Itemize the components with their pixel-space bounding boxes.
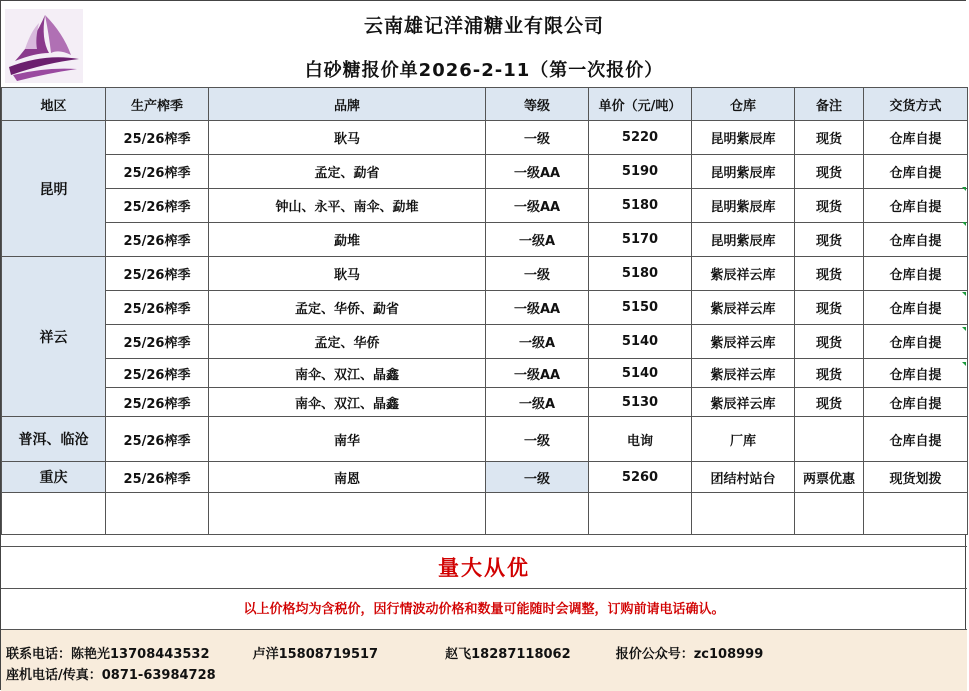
price-cell: 5220 <box>589 121 692 155</box>
region-cell: 重庆 <box>2 462 106 493</box>
region-cell: 普洱、临沧 <box>2 417 106 462</box>
season-cell: 25/26榨季 <box>106 189 209 223</box>
season-cell: 25/26榨季 <box>106 257 209 291</box>
season-cell: 25/26榨季 <box>106 223 209 257</box>
table-row <box>2 417 968 462</box>
delivery-cell: 仓库自提 <box>864 189 968 223</box>
column-header: 生产榨季 <box>106 88 209 121</box>
cell-note-marker-icon <box>962 327 966 331</box>
remark-cell: 现货 <box>795 223 864 257</box>
warehouse-cell: 紫辰祥云库 <box>692 325 795 359</box>
delivery-cell: 仓库自提 <box>864 388 968 417</box>
cell-note-marker-icon <box>962 362 966 366</box>
delivery-cell: 现货划拨 <box>864 462 968 493</box>
warehouse-cell: 昆明紫辰库 <box>692 121 795 155</box>
grade-cell: 一级A <box>486 223 589 257</box>
delivery-cell: 仓库自提 <box>864 155 968 189</box>
price-table <box>1 87 968 535</box>
brand-cell: 耿马 <box>209 121 486 155</box>
remark-cell: 两票优惠 <box>795 462 864 493</box>
season-cell: 25/26榨季 <box>106 325 209 359</box>
price-cell: 5180 <box>589 189 692 223</box>
warehouse-cell: 紫辰祥云库 <box>692 359 795 388</box>
warehouse-cell: 昆明紫辰库 <box>692 223 795 257</box>
table-row <box>2 388 968 417</box>
delivery-cell: 仓库自提 <box>864 257 968 291</box>
season-cell: 25/26榨季 <box>106 388 209 417</box>
season-cell: 25/26榨季 <box>106 291 209 325</box>
column-header: 品牌 <box>209 88 486 121</box>
price-cell: 电询 <box>589 417 692 462</box>
brand-cell: 孟定、华侨、勐省 <box>209 291 486 325</box>
brand-cell: 南恩 <box>209 462 486 493</box>
table-row <box>2 121 968 155</box>
empty-cell <box>864 493 968 535</box>
company-name: 云南雄记洋浦糖业有限公司 <box>363 15 604 37</box>
cell-note-marker-icon <box>962 292 966 296</box>
remark-cell: 现货 <box>795 121 864 155</box>
brand-cell: 钟山、永平、南伞、勐堆 <box>209 189 486 223</box>
wechat-account: 报价公众号：zc108999 <box>615 647 764 662</box>
empty-cell <box>589 493 692 535</box>
grade-cell: 一级 <box>486 417 589 462</box>
grade-cell: 一级 <box>486 121 589 155</box>
contact-person: 陈艳光13708443532 <box>71 647 210 662</box>
column-header: 仓库 <box>692 88 795 121</box>
table-row <box>2 189 968 223</box>
grade-cell: 一级A <box>486 325 589 359</box>
warehouse-cell: 紫辰祥云库 <box>692 388 795 417</box>
delivery-cell: 仓库自提 <box>864 417 968 462</box>
price-notice: 以上价格均为含税价，因行情波动价格和数量可能随时会调整，订购前请电话确认。 <box>1 588 967 630</box>
table-row <box>2 359 968 388</box>
sheet-header <box>1 1 967 88</box>
column-header: 交货方式 <box>864 88 968 121</box>
brand-cell: 孟定、华侨 <box>209 325 486 359</box>
table-row <box>2 291 968 325</box>
brand-cell: 孟定、勐省 <box>209 155 486 189</box>
contact-footer <box>1 629 967 691</box>
warehouse-cell: 昆明紫辰库 <box>692 189 795 223</box>
grade-cell: 一级 <box>486 257 589 291</box>
price-cell: 5150 <box>589 291 692 325</box>
empty-cell <box>106 493 209 535</box>
column-header: 备注 <box>795 88 864 121</box>
table-row <box>2 155 968 189</box>
promo-banner: 量大从优 <box>1 546 967 589</box>
warehouse-cell: 紫辰祥云库 <box>692 257 795 291</box>
contact-person: 赵飞18287118062 <box>445 647 571 662</box>
column-header: 地区 <box>2 88 106 121</box>
table-row <box>2 223 968 257</box>
empty-cell <box>795 493 864 535</box>
empty-cell <box>2 493 106 535</box>
delivery-cell: 仓库自提 <box>864 291 968 325</box>
document-title: 白砂糖报价单2026-2-11（第一次报价） <box>304 60 664 81</box>
season-cell: 25/26榨季 <box>106 417 209 462</box>
price-cell: 5140 <box>589 359 692 388</box>
warehouse-cell: 厂库 <box>692 417 795 462</box>
grade-cell: 一级AA <box>486 155 589 189</box>
remark-cell: 现货 <box>795 325 864 359</box>
grade-cell: 一级 <box>486 462 589 493</box>
region-cell: 昆明 <box>2 121 106 257</box>
cell-note-marker-icon <box>962 187 966 191</box>
contact-line <box>6 643 763 662</box>
season-cell: 25/26榨季 <box>106 121 209 155</box>
price-cell: 5170 <box>589 223 692 257</box>
brand-cell: 南伞、双江、晶鑫 <box>209 359 486 388</box>
price-cell: 5140 <box>589 325 692 359</box>
brand-cell: 南伞、双江、晶鑫 <box>209 388 486 417</box>
table-header-row <box>2 88 968 121</box>
table-row <box>2 325 968 359</box>
remark-cell: 现货 <box>795 189 864 223</box>
price-cell: 5190 <box>589 155 692 189</box>
empty-row <box>2 493 968 535</box>
empty-cell <box>486 493 589 535</box>
grade-cell: 一级AA <box>486 359 589 388</box>
remark-cell: 现货 <box>795 257 864 291</box>
table-row <box>2 257 968 291</box>
delivery-cell: 仓库自提 <box>864 223 968 257</box>
brand-cell: 勐堆 <box>209 223 486 257</box>
remark-cell <box>795 417 864 462</box>
grade-cell: 一级AA <box>486 291 589 325</box>
season-cell: 25/26榨季 <box>106 359 209 388</box>
price-cell: 5180 <box>589 257 692 291</box>
table-row <box>2 462 968 493</box>
remark-cell: 现货 <box>795 359 864 388</box>
season-cell: 25/26榨季 <box>106 155 209 189</box>
landline: 座机电话/传真：0871-63984728 <box>6 668 216 683</box>
grade-cell: 一级A <box>486 388 589 417</box>
season-cell: 25/26榨季 <box>106 462 209 493</box>
brand-cell: 南华 <box>209 417 486 462</box>
remark-cell: 现货 <box>795 388 864 417</box>
column-header: 单价（元/吨） <box>589 88 692 121</box>
remark-cell: 现货 <box>795 155 864 189</box>
brand-cell: 耿马 <box>209 257 486 291</box>
remark-cell: 现货 <box>795 291 864 325</box>
region-cell: 祥云 <box>2 257 106 417</box>
grade-cell: 一级AA <box>486 189 589 223</box>
column-header: 等级 <box>486 88 589 121</box>
contact-person: 卢洋15808719517 <box>252 647 379 662</box>
delivery-cell: 仓库自提 <box>864 359 968 388</box>
warehouse-cell: 昆明紫辰库 <box>692 155 795 189</box>
delivery-cell: 仓库自提 <box>864 121 968 155</box>
empty-cell <box>692 493 795 535</box>
price-cell: 5260 <box>589 462 692 493</box>
contact-label: 联系电话： <box>6 647 72 662</box>
delivery-cell: 仓库自提 <box>864 325 968 359</box>
warehouse-cell: 紫辰祥云库 <box>692 291 795 325</box>
cell-note-marker-icon <box>962 222 966 226</box>
warehouse-cell: 团结村站台 <box>692 462 795 493</box>
empty-cell <box>209 493 486 535</box>
price-cell: 5130 <box>589 388 692 417</box>
